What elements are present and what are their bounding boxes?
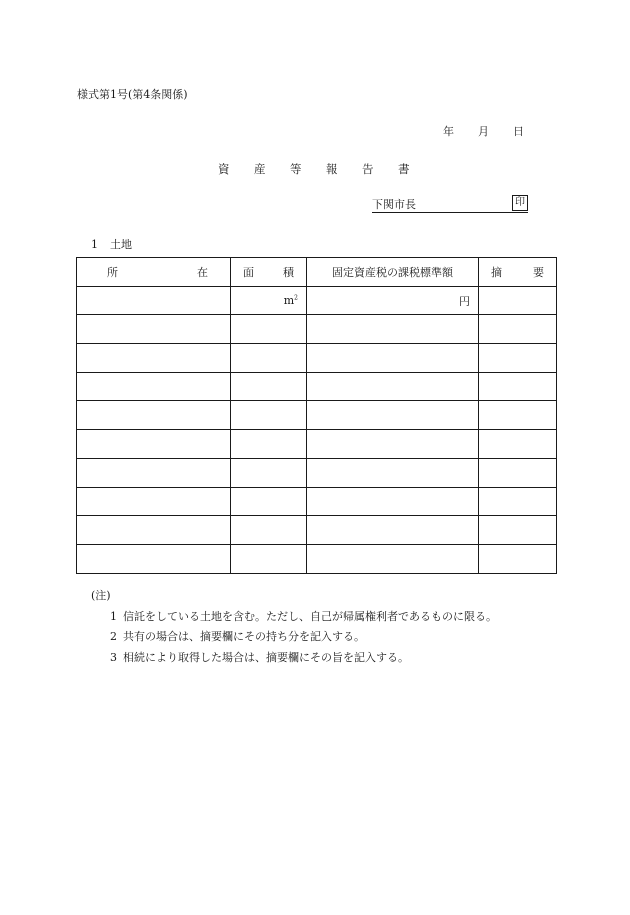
seal-mark: 印 bbox=[512, 195, 528, 211]
cell-remarks[interactable] bbox=[479, 458, 557, 487]
section-heading bbox=[91, 236, 132, 252]
cell-tax-value[interactable] bbox=[307, 544, 479, 573]
title-char: 書 bbox=[398, 162, 410, 176]
header-location: 所 在 bbox=[77, 258, 231, 287]
cell-area[interactable] bbox=[231, 516, 307, 545]
cell-location[interactable] bbox=[77, 430, 231, 459]
cell-location[interactable] bbox=[77, 372, 231, 401]
table-row bbox=[77, 487, 557, 516]
date-year: 年 bbox=[443, 125, 454, 138]
header-tax-value: 固定資産税の課税標準額 bbox=[307, 258, 479, 287]
cell-area[interactable]: $m^2$ bbox=[231, 286, 307, 315]
cell-area[interactable] bbox=[231, 430, 307, 459]
cell-area[interactable] bbox=[231, 372, 307, 401]
cell-tax-value[interactable] bbox=[307, 487, 479, 516]
cell-remarks[interactable] bbox=[479, 344, 557, 373]
title-char: 報 bbox=[326, 162, 338, 176]
header-area: 面 積 bbox=[231, 258, 307, 287]
table-row bbox=[77, 286, 557, 315]
cell-tax-value[interactable] bbox=[307, 430, 479, 459]
cell-location[interactable] bbox=[77, 315, 231, 344]
cell-location[interactable] bbox=[77, 401, 231, 430]
cell-tax-value[interactable] bbox=[307, 401, 479, 430]
cell-remarks[interactable] bbox=[479, 487, 557, 516]
cell-remarks[interactable] bbox=[479, 401, 557, 430]
note-item: 3 相続により取得した場合は、摘要欄にその旨を記入する。 bbox=[110, 650, 409, 664]
table-row bbox=[77, 458, 557, 487]
cell-tax-value[interactable] bbox=[307, 516, 479, 545]
cell-area[interactable] bbox=[231, 401, 307, 430]
title-char: 産 bbox=[254, 162, 266, 176]
document-title bbox=[218, 161, 434, 177]
cell-tax-value[interactable] bbox=[307, 458, 479, 487]
table-row bbox=[77, 315, 557, 344]
cell-area[interactable] bbox=[231, 344, 307, 373]
date-month: 月 bbox=[478, 125, 489, 138]
cell-tax-value[interactable] bbox=[307, 315, 479, 344]
cell-remarks[interactable] bbox=[479, 286, 557, 315]
cell-remarks[interactable] bbox=[479, 516, 557, 545]
cell-location[interactable] bbox=[77, 344, 231, 373]
table-row bbox=[77, 344, 557, 373]
cell-area[interactable] bbox=[231, 458, 307, 487]
table-row bbox=[77, 516, 557, 545]
cell-tax-value[interactable]: 円 bbox=[307, 286, 479, 315]
notes-heading: (注) bbox=[91, 589, 111, 602]
table-row bbox=[77, 401, 557, 430]
note-item: 2 共有の場合は、摘要欄にその持ち分を記入する。 bbox=[110, 630, 365, 643]
notes bbox=[91, 586, 497, 668]
table-row bbox=[77, 372, 557, 401]
table-row bbox=[77, 544, 557, 573]
date-line bbox=[443, 123, 524, 139]
cell-remarks[interactable] bbox=[479, 544, 557, 573]
section-label: 土地 bbox=[110, 238, 132, 251]
title-char: 告 bbox=[362, 162, 374, 176]
cell-area[interactable] bbox=[231, 487, 307, 516]
form-number: 様式第1号(第4条関係) bbox=[77, 88, 188, 101]
table-row bbox=[77, 430, 557, 459]
addressee: 下関市長 bbox=[372, 198, 416, 211]
table-header-row bbox=[77, 258, 557, 287]
addressee-line bbox=[372, 196, 528, 213]
cell-location[interactable] bbox=[77, 487, 231, 516]
cell-tax-value[interactable] bbox=[307, 344, 479, 373]
cell-tax-value[interactable] bbox=[307, 372, 479, 401]
title-char: 資 bbox=[218, 162, 230, 176]
cell-location[interactable] bbox=[77, 286, 231, 315]
note-item: 1 信託をしている土地を含む。ただし、自己が帰属権利者であるものに限る。 bbox=[110, 609, 497, 623]
date-day: 日 bbox=[513, 125, 524, 138]
cell-location[interactable] bbox=[77, 516, 231, 545]
cell-remarks[interactable] bbox=[479, 430, 557, 459]
land-table bbox=[76, 257, 557, 574]
cell-remarks[interactable] bbox=[479, 372, 557, 401]
section-number: 1 bbox=[91, 238, 98, 251]
header-remarks: 摘 要 bbox=[479, 258, 557, 287]
cell-location[interactable] bbox=[77, 544, 231, 573]
cell-remarks[interactable] bbox=[479, 315, 557, 344]
cell-area[interactable] bbox=[231, 315, 307, 344]
title-char: 等 bbox=[290, 162, 302, 176]
cell-location[interactable] bbox=[77, 458, 231, 487]
cell-area[interactable] bbox=[231, 544, 307, 573]
